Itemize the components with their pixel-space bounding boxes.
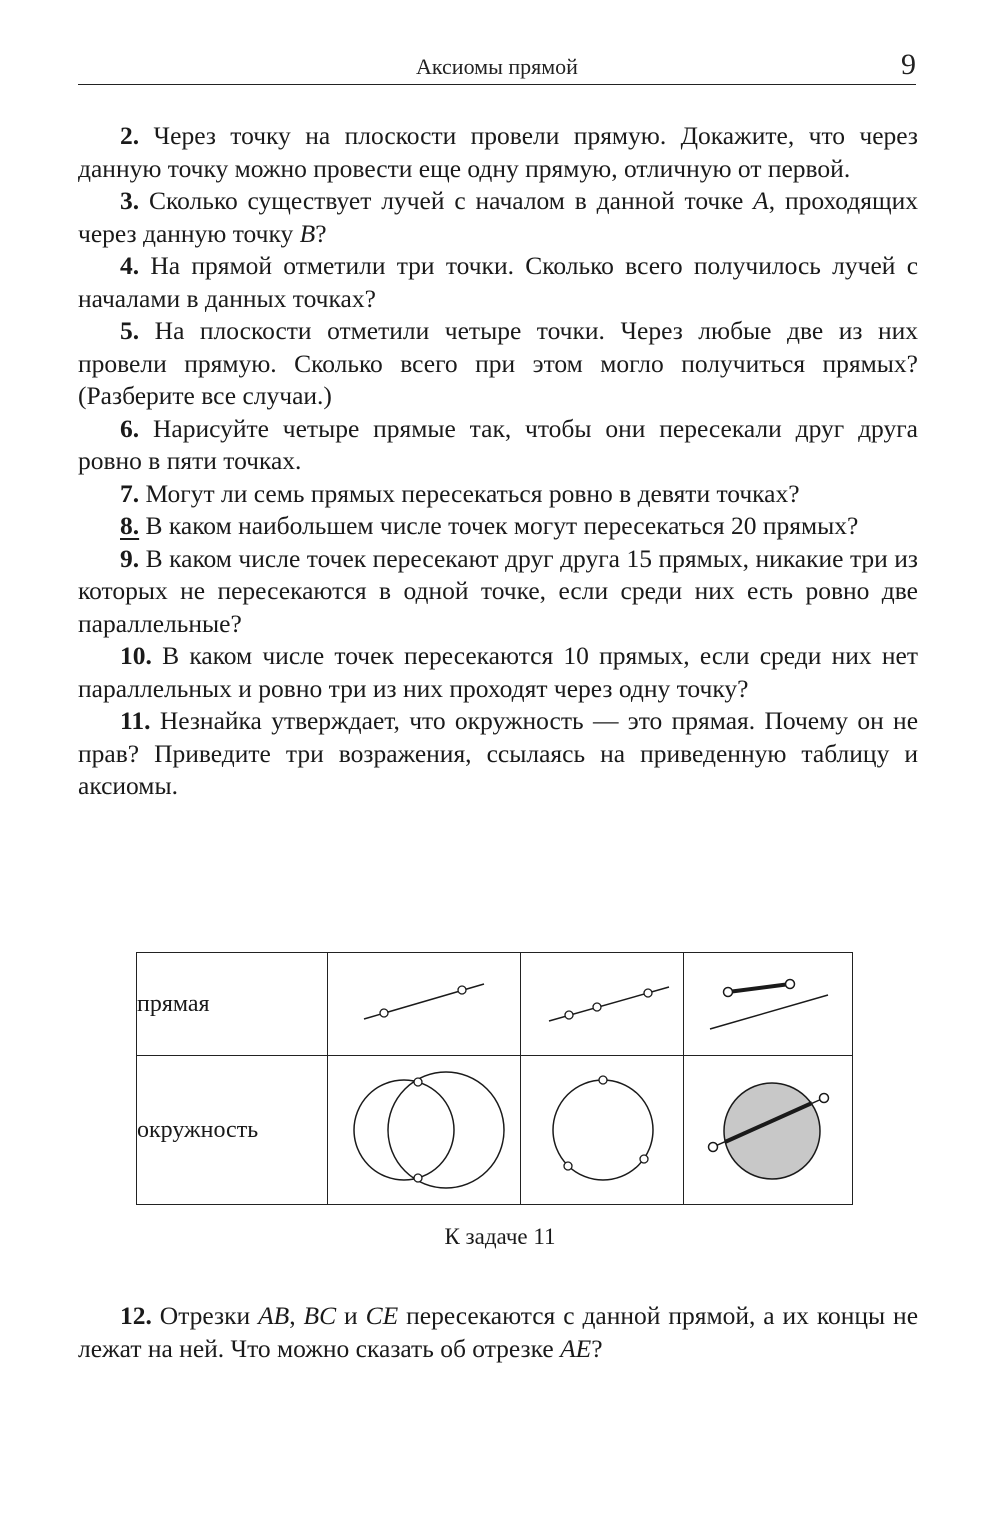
cell-two-circles [327, 1056, 520, 1205]
problem-text: пересекаются с данной прямой, а их концы не лежат на ней. Что можно сказать об отрезке [78, 1301, 919, 1363]
problem-text: и [336, 1301, 366, 1330]
problem-2 [78, 120, 918, 185]
segment-label: AB [258, 1301, 290, 1330]
problem-5 [78, 315, 918, 413]
problem-text: В каком наибольшем числе точек могут пересекаться 20 прямых? [145, 511, 859, 540]
problem-number: 5. [120, 316, 140, 345]
figure-table [136, 952, 853, 1205]
circle-three-points-diagram [527, 1065, 677, 1195]
problem-text: Через точку на плоскости провели прямую. Докажите, что через данную точку можно провести еще одну прямую, отличную от первой. [78, 121, 919, 183]
problem-number: 11. [120, 706, 151, 735]
problem-text: Нарисуйте четыре прямые так, чтобы они пересекали друг друга ровно в пяти точках. [78, 413, 918, 475]
segment-and-line-diagram [688, 959, 848, 1049]
problem-list [78, 120, 918, 803]
problem-text: В каком числе точек пересекаются 10 прямых, если среди них нет параллельных и ровно три из них проходят через одну точку? [78, 641, 918, 703]
problem-text: Отрезки [159, 1301, 259, 1330]
problem-number: 10. [120, 641, 152, 670]
page-number: 9 [901, 48, 916, 81]
problem-11 [78, 705, 918, 803]
disk-and-segment-diagram [688, 1065, 848, 1195]
table-row [137, 1056, 853, 1205]
segment-label: AE [560, 1333, 592, 1363]
segment-label: BC [303, 1301, 337, 1330]
cell-circle-three-points [520, 1056, 684, 1205]
point-label: B [299, 218, 316, 248]
problem-7 [78, 478, 918, 511]
cell-line-three-points [520, 953, 684, 1056]
problem-text: В каком числе точек пересекают друг друга 15 прямых, никакие три из которых не пересекаются в одной точке, если среди них есть ровно две параллельные? [78, 543, 919, 638]
problem-12 [78, 1300, 918, 1365]
problem-3 [78, 185, 918, 250]
problem-text: , проходящих через данную точку [78, 186, 918, 248]
problem-9 [78, 543, 918, 641]
problem-text: Сколько существует лучей с началом в данной точке [148, 186, 754, 215]
header-title: Аксиомы прямой [416, 54, 578, 79]
problem-text: Незнайка утверждает, что окружность — это прямая. Почему он не прав? Приведите три возражения, ссылаясь на приведенную таблицу и аксиомы. [78, 706, 919, 800]
problem-text: ? [591, 1333, 603, 1363]
problem-number: 4. [120, 251, 140, 280]
problem-8 [78, 510, 918, 543]
cell-disk-and-segment [684, 1056, 853, 1205]
cell-line-two-points [327, 953, 520, 1056]
figure-caption: К задаче 11 [444, 1224, 556, 1249]
problem-text: ? [315, 218, 327, 248]
problem-text: На прямой отметили три точки. Сколько всего получилось лучей с началами в данных точках? [78, 251, 919, 313]
problem-10 [78, 640, 918, 705]
row-label-line: прямая [137, 953, 328, 1056]
running-header [78, 50, 916, 85]
problem-text: На плоскости отметили четыре точки. Через любые две из них провели прямую. Сколько всего при этом могло получиться прямых? (Разберите все случаи.) [78, 316, 919, 410]
problem-number: 3. [120, 186, 140, 215]
two-circles-diagram [334, 1065, 514, 1195]
segment-label: CE [365, 1301, 399, 1330]
row-label-circle: окружность [137, 1056, 328, 1205]
table-row [137, 953, 853, 1056]
problem-number: 7. [120, 478, 140, 508]
problem-number: 9. [120, 543, 140, 573]
line-three-points-diagram [527, 959, 677, 1049]
problem-6 [78, 413, 918, 478]
problem-number: 6. [120, 413, 140, 443]
problem-text: Могут ли семь прямых пересекаться ровно в девяти точках? [145, 478, 800, 508]
problem-number: 8. [120, 511, 140, 540]
point-label: A [753, 186, 769, 215]
line-two-points-diagram [334, 959, 514, 1049]
problem-4 [78, 250, 918, 315]
problem-number: 2. [120, 121, 140, 150]
cell-segment-and-line [684, 953, 853, 1056]
problem-number: 12. [120, 1301, 152, 1330]
problem-text: , [289, 1301, 304, 1330]
